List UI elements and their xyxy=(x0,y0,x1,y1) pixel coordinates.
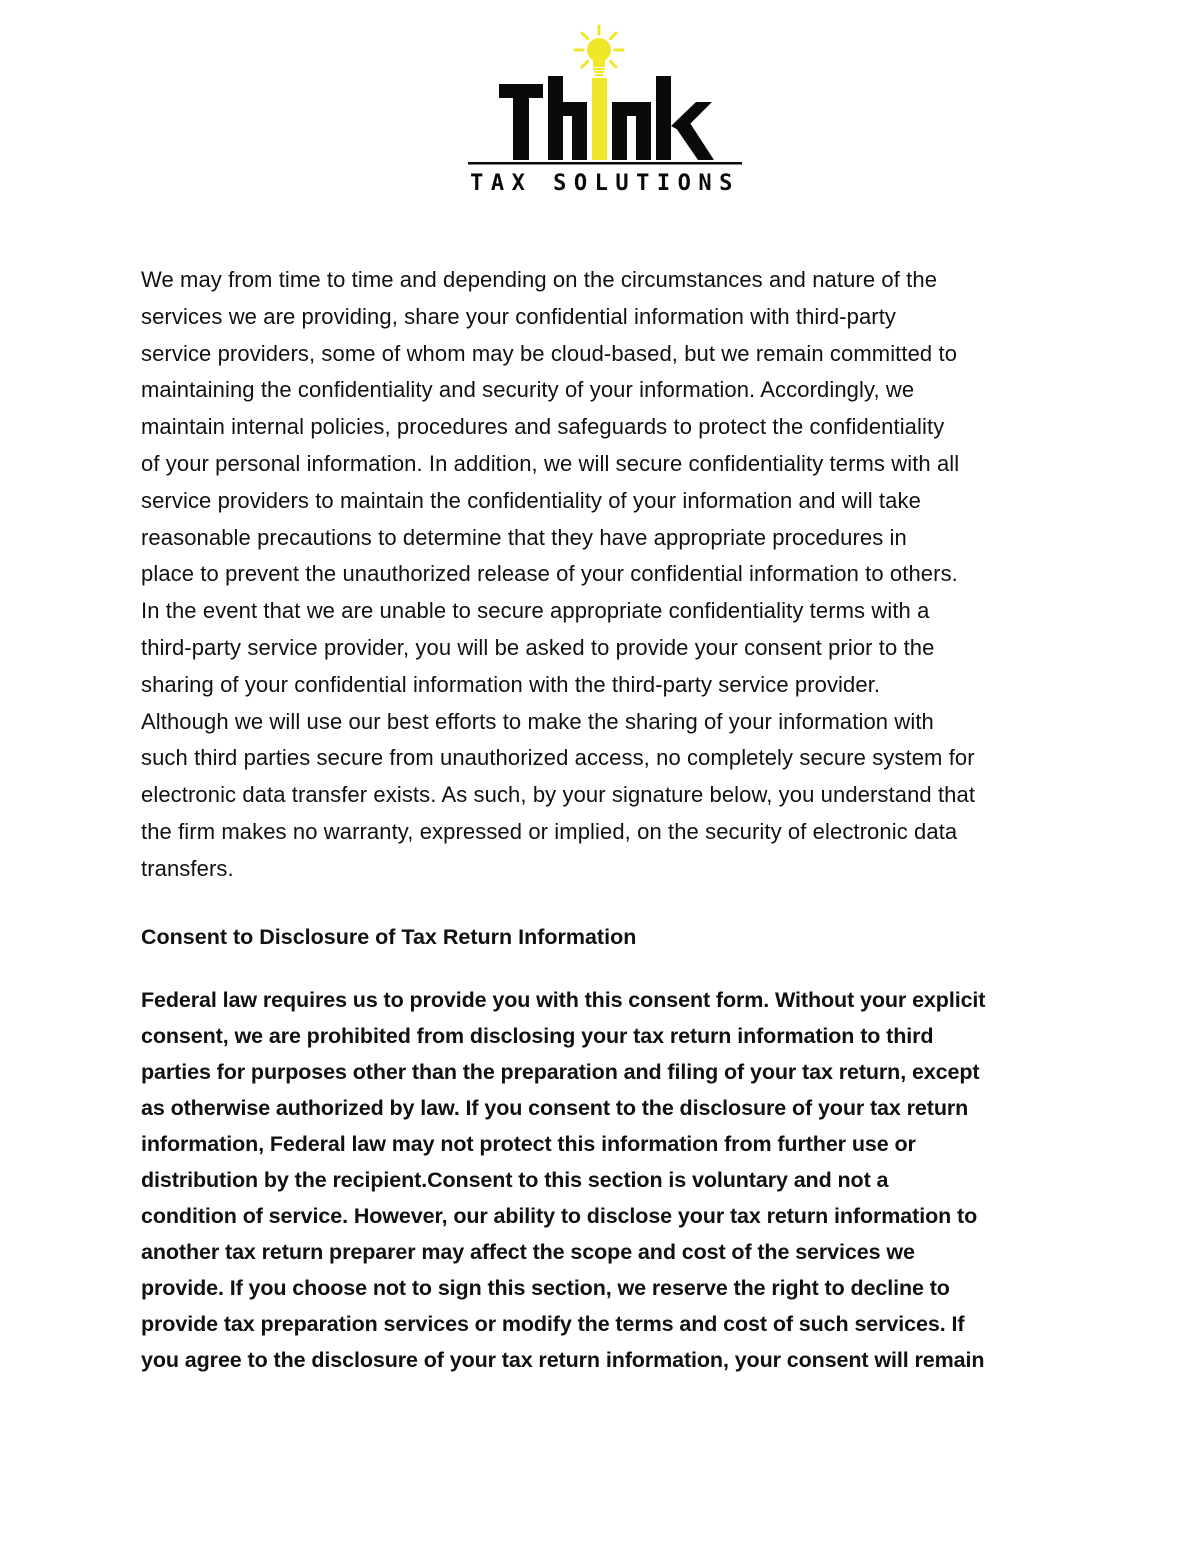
text-line: We may from time to time and depending on the circumstances and nature of the xyxy=(141,267,938,292)
text-line: In the event that we are unable to secure appropriate confidentiality terms with a xyxy=(141,598,930,624)
text-line: service providers to maintain the confidentiality of your information and will take xyxy=(141,487,921,513)
text-line: another tax return preparer may affect the scope and cost of the services we xyxy=(141,1240,915,1265)
light-ray xyxy=(582,61,588,67)
text-line: information, Federal law may not protect this information from further use or xyxy=(141,1131,916,1156)
text-line: sharing of your confidential information with the third-party service provider. xyxy=(141,671,881,697)
text-line: third-party service provider, you will be asked to provide your consent prior to the xyxy=(141,634,935,660)
text-line: you agree to the disclosure of your tax return information, your consent will remain xyxy=(141,1348,985,1373)
text-line: condition of service. However, our ability to disclose your tax return information to xyxy=(141,1204,978,1229)
text-line: of your personal information. In addition, we will secure confidentiality terms with all xyxy=(141,450,960,476)
company-logo xyxy=(466,22,744,198)
paragraph-consent-disclosure xyxy=(141,982,1081,1379)
lightbulb-icon xyxy=(575,26,623,76)
text-line: electronic data transfer exists. As such, by your signature below, you understand that xyxy=(141,782,976,808)
light-ray xyxy=(610,61,616,67)
text-line: maintaining the confidentiality and security of your information. Accordingly, we xyxy=(141,377,915,403)
text-line: provide. If you choose not to sign this section, we reserve the right to decline to xyxy=(141,1276,950,1301)
logo-wordmark xyxy=(499,76,714,160)
text-line: services we are providing, share your confidential information with third-party xyxy=(141,303,897,329)
text-line: Although we will use our best efforts to make the sharing of your information with xyxy=(141,708,934,734)
document-body xyxy=(141,262,1081,1379)
text-line: reasonable precautions to determine that they have appropriate procedures in xyxy=(141,524,907,550)
text-line: consent, we are prohibited from disclosing your tax return information to third xyxy=(141,1023,934,1048)
text-line: the firm makes no warranty, expressed or implied, on the security of electronic data xyxy=(141,818,958,844)
light-ray xyxy=(610,33,616,39)
text-line: parties for purposes other than the preparation and filing of your tax return, except xyxy=(141,1059,980,1084)
text-line: service providers, some of whom may be cloud-based, but we remain committed to xyxy=(141,340,958,366)
text-line: such third parties secure from unauthorized access, no completely secure system for xyxy=(141,745,975,771)
text-line: distribution by the recipient.Consent to this section is voluntary and not a xyxy=(141,1168,889,1193)
paragraph-data-sharing xyxy=(141,262,1081,888)
logo-divider xyxy=(468,162,742,165)
text-line: Federal law requires us to provide you with this consent form. Without your explicit xyxy=(141,987,986,1012)
text-line: maintain internal policies, procedures and safeguards to protect the confidentiality xyxy=(141,414,945,440)
section-heading: Consent to Disclosure of Tax Return Information xyxy=(141,924,637,949)
logo-tagline: TAX SOLUTIONS xyxy=(470,171,740,196)
text-line: transfers. xyxy=(141,855,234,881)
text-line: provide tax preparation services or modify the terms and cost of such services. If xyxy=(141,1312,965,1337)
text-line: place to prevent the unauthorized release of your confidential information to others. xyxy=(141,561,958,587)
text-line: as otherwise authorized by law. If you consent to the disclosure of your tax return xyxy=(141,1095,969,1120)
light-ray xyxy=(582,33,588,39)
